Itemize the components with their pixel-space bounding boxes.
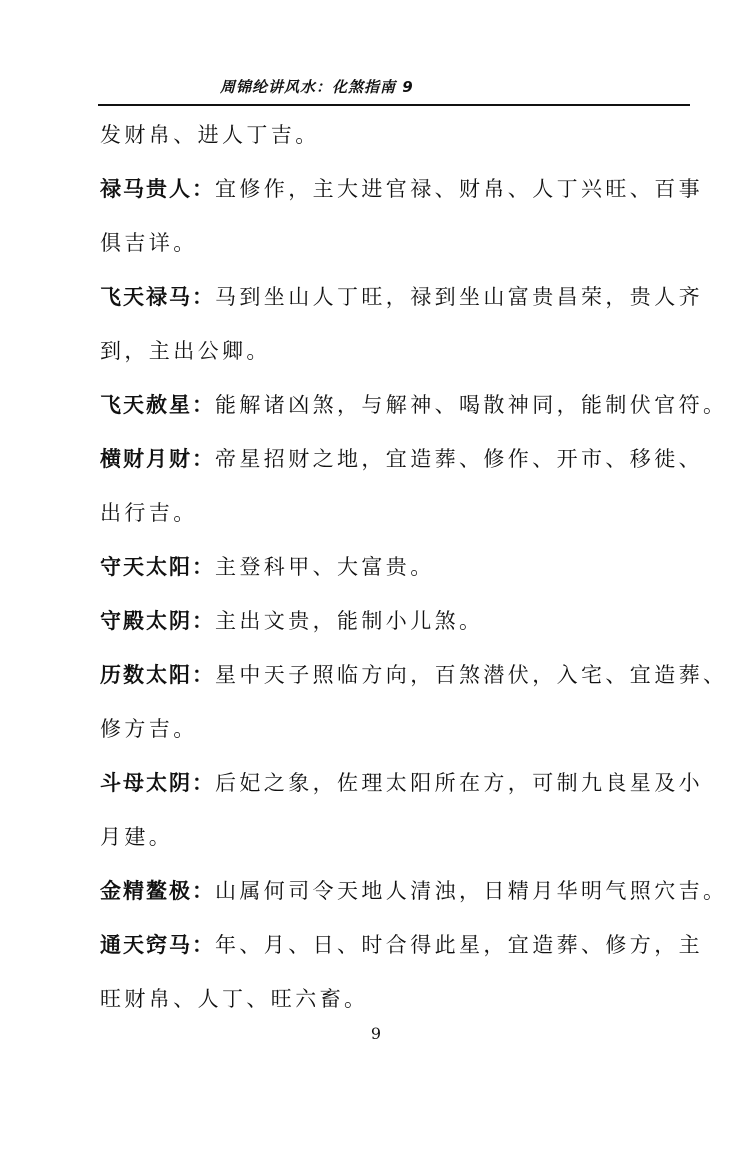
text-line: [100, 594, 692, 648]
text-line: [100, 486, 692, 540]
header-title: 周锦纶讲风水：化煞指南 9: [220, 78, 414, 96]
text-line: [100, 918, 703, 972]
text-line: [100, 378, 728, 432]
term-label: 飞天赦星：: [100, 393, 215, 417]
term-label: 历数太阳：: [100, 663, 215, 687]
line-text: 能解诸凶煞，与解神、喝散神同，能制伏官符。: [215, 393, 728, 417]
text-line: [100, 162, 703, 216]
line-text: 修方吉。: [100, 717, 198, 741]
line-text: 帝星招财之地，宜造葬、修作、开市、移徙、: [215, 447, 703, 471]
text-line: [100, 216, 692, 270]
text-line: [100, 648, 728, 702]
line-text: 出行吉。: [100, 501, 198, 525]
text-line: [100, 864, 728, 918]
line-text: 主出文贵，能制小儿煞。: [215, 609, 484, 633]
line-text: 主登科甲、大富贵。: [215, 555, 435, 579]
line-text: 马到坐山人丁旺，禄到坐山富贵昌荣，贵人齐: [215, 285, 703, 309]
term-label: 飞天禄马：: [100, 285, 215, 309]
line-text: 山属何司令天地人清浊，日精月华明气照穴吉。: [215, 879, 728, 903]
text-line: [100, 324, 692, 378]
term-label: 禄马贵人：: [100, 177, 215, 201]
body-text: [100, 108, 728, 1026]
line-text: 后妃之象，佐理太阳所在方，可制九良星及小: [215, 771, 703, 795]
line-text: 到，主出公卿。: [100, 339, 271, 363]
text-line: [100, 270, 703, 324]
running-header: [98, 70, 690, 106]
term-label: 横财月财：: [100, 447, 215, 471]
text-line: [100, 702, 692, 756]
text-line: [100, 540, 692, 594]
line-text: 星中天子照临方向，百煞潜伏，入宅、宜造葬、: [215, 663, 728, 687]
line-text: 俱吉详。: [100, 231, 198, 255]
line-text: 年、月、日、时合得此星，宜造葬、修方，主: [215, 933, 703, 957]
term-label: 金精鳌极：: [100, 879, 215, 903]
line-text: 旺财帛、人丁、旺六畜。: [100, 987, 369, 1011]
term-label: 通天窍马：: [100, 933, 215, 957]
text-line: [100, 432, 703, 486]
term-label: 守殿太阴：: [100, 609, 215, 633]
text-line: [100, 810, 692, 864]
term-label: 斗母太阴：: [100, 771, 215, 795]
line-text: 宜修作，主大进官禄、财帛、人丁兴旺、百事: [215, 177, 703, 201]
term-label: 守天太阳：: [100, 555, 215, 579]
line-text: 月建。: [100, 825, 174, 849]
text-line: [100, 972, 692, 1026]
text-line: [100, 756, 703, 810]
page-number: 9: [370, 1024, 382, 1043]
line-text: 发财帛、进人丁吉。: [100, 123, 320, 147]
text-line: [100, 108, 692, 162]
